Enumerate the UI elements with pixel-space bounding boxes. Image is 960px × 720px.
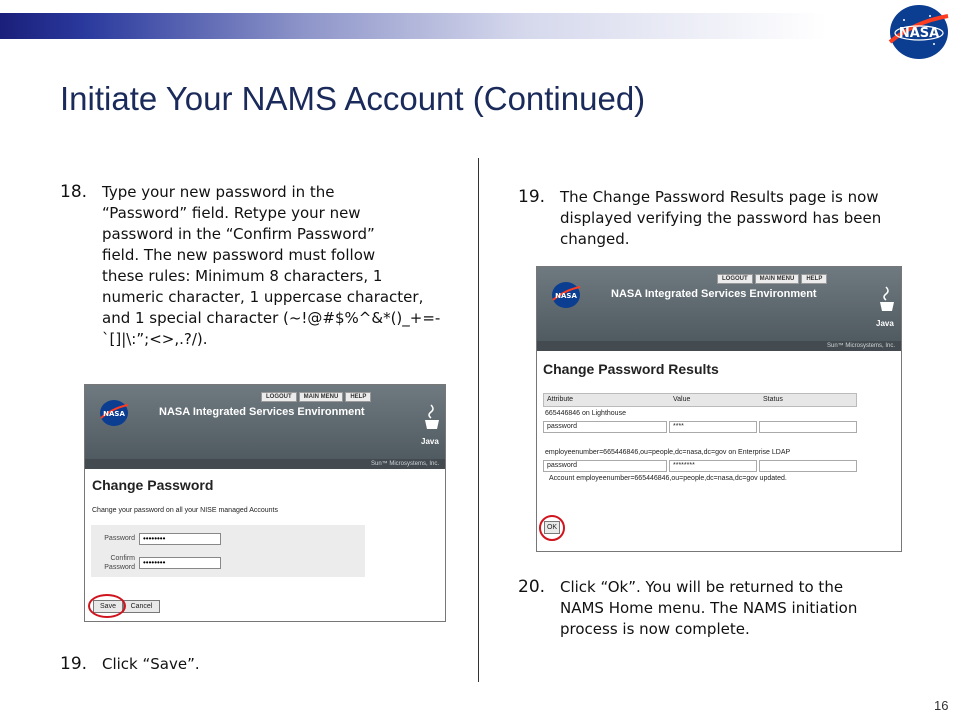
confirm-label-line-1: Confirm <box>110 555 135 562</box>
java-cup-icon <box>877 285 897 319</box>
confirm-label-line-2: Password <box>104 564 135 571</box>
logout-button[interactable]: LOGOUT <box>261 392 297 402</box>
attribute-cell: password <box>547 423 577 430</box>
slide-title: Initiate Your NAMS Account (Continued) <box>60 80 646 117</box>
table-cell <box>759 460 857 472</box>
column-header-value: Value <box>673 396 691 403</box>
step-line: changed. <box>560 230 630 248</box>
step-line: The Change Password Results page is now <box>560 188 879 206</box>
java-label: Java <box>421 437 439 446</box>
step-18 <box>60 182 470 362</box>
save-highlight-circle <box>88 594 126 618</box>
nasa-logo-icon <box>551 281 581 309</box>
nasa-logo-text: NASA <box>103 410 125 418</box>
app-title: NASA Integrated Services Environment <box>611 288 817 300</box>
step-line: numeric character, 1 uppercase character, <box>102 288 424 306</box>
java-label: Java <box>876 319 894 328</box>
step-number: 18. <box>60 182 88 202</box>
password-field[interactable]: •••••••• <box>139 533 221 545</box>
cancel-button[interactable]: Cancel <box>123 600 160 613</box>
change-password-screenshot <box>84 384 446 622</box>
value-cell: ******** <box>673 462 695 469</box>
nasa-logo-text: NASA <box>555 292 577 300</box>
change-password-results-screenshot <box>536 266 902 552</box>
confirm-password-field[interactable]: •••••••• <box>139 557 221 569</box>
page-title: Change Password Results <box>543 361 719 377</box>
page-title: Change Password <box>92 477 214 493</box>
result-message: Account employeenumber=665446846,ou=people,dc=nasa,dc=gov updated. <box>549 475 787 482</box>
step-19-results <box>518 187 938 253</box>
column-header-attribute: Attribute <box>547 396 574 403</box>
step-line: process is now complete. <box>560 620 750 638</box>
group-label: 665446846 on Lighthouse <box>545 410 626 417</box>
step-line: field. The new password must follow <box>102 246 376 264</box>
nav-buttons <box>717 274 827 284</box>
step-text: Click “Save”. <box>102 655 200 673</box>
nasa-logo-icon <box>99 399 129 427</box>
group-label: employeenumber=665446846,ou=people,dc=nasa,dc=gov on Enterprise LDAP <box>545 449 791 456</box>
step-number: 19. <box>518 187 546 207</box>
main-menu-button[interactable]: MAIN MENU <box>299 392 344 402</box>
table-cell <box>759 421 857 433</box>
save-button[interactable]: Save <box>93 600 123 613</box>
nasa-logo-icon <box>884 2 954 62</box>
step-text <box>102 182 440 350</box>
nav-buttons <box>261 392 371 402</box>
step-text <box>560 577 857 640</box>
column-divider <box>478 158 479 682</box>
results-table-header <box>543 393 857 407</box>
password-label: Password <box>104 535 135 542</box>
header-gradient-bar <box>0 13 870 39</box>
step-19-click-save <box>60 654 360 678</box>
page-description: Change your password on all your NISE managed Accounts <box>92 507 278 514</box>
step-line: these rules: Minimum 8 characters, 1 <box>102 267 383 285</box>
step-line: and 1 special character (~!@#$%^&*()_+=- <box>102 309 441 327</box>
ok-button[interactable]: OK <box>544 521 560 534</box>
step-line: `[]|\:”;<>,.?/). <box>102 330 208 348</box>
column-header-status: Status <box>763 396 783 403</box>
help-button[interactable]: HELP <box>801 274 827 284</box>
step-number: 20. <box>518 577 546 597</box>
step-line: password in the “Confirm Password” <box>102 225 375 243</box>
main-menu-button[interactable]: MAIN MENU <box>755 274 800 284</box>
attribute-cell: password <box>547 462 577 469</box>
nasa-logo-text: NASA <box>898 26 940 41</box>
vendor-strip: Sun™ Microsystems, Inc. <box>85 459 445 469</box>
app-header <box>85 385 445 461</box>
vendor-strip: Sun™ Microsystems, Inc. <box>537 341 901 351</box>
step-line: displayed verifying the password has been <box>560 209 882 227</box>
step-line: Type your new password in the <box>102 183 335 201</box>
java-cup-icon <box>422 403 442 437</box>
help-button[interactable]: HELP <box>345 392 371 402</box>
page-number: 16 <box>934 698 949 713</box>
step-20 <box>518 577 938 643</box>
logout-button[interactable]: LOGOUT <box>717 274 753 284</box>
value-cell: **** <box>673 423 684 430</box>
ok-highlight-circle <box>539 515 565 541</box>
step-line: Click “Ok”. You will be returned to the <box>560 578 844 596</box>
step-line: “Password” field. Retype your new <box>102 204 361 222</box>
step-line: NAMS Home menu. The NAMS initiation <box>560 599 858 617</box>
app-header <box>537 267 901 343</box>
step-number: 19. <box>60 654 88 674</box>
app-title: NASA Integrated Services Environment <box>159 406 365 418</box>
step-text <box>560 187 881 250</box>
